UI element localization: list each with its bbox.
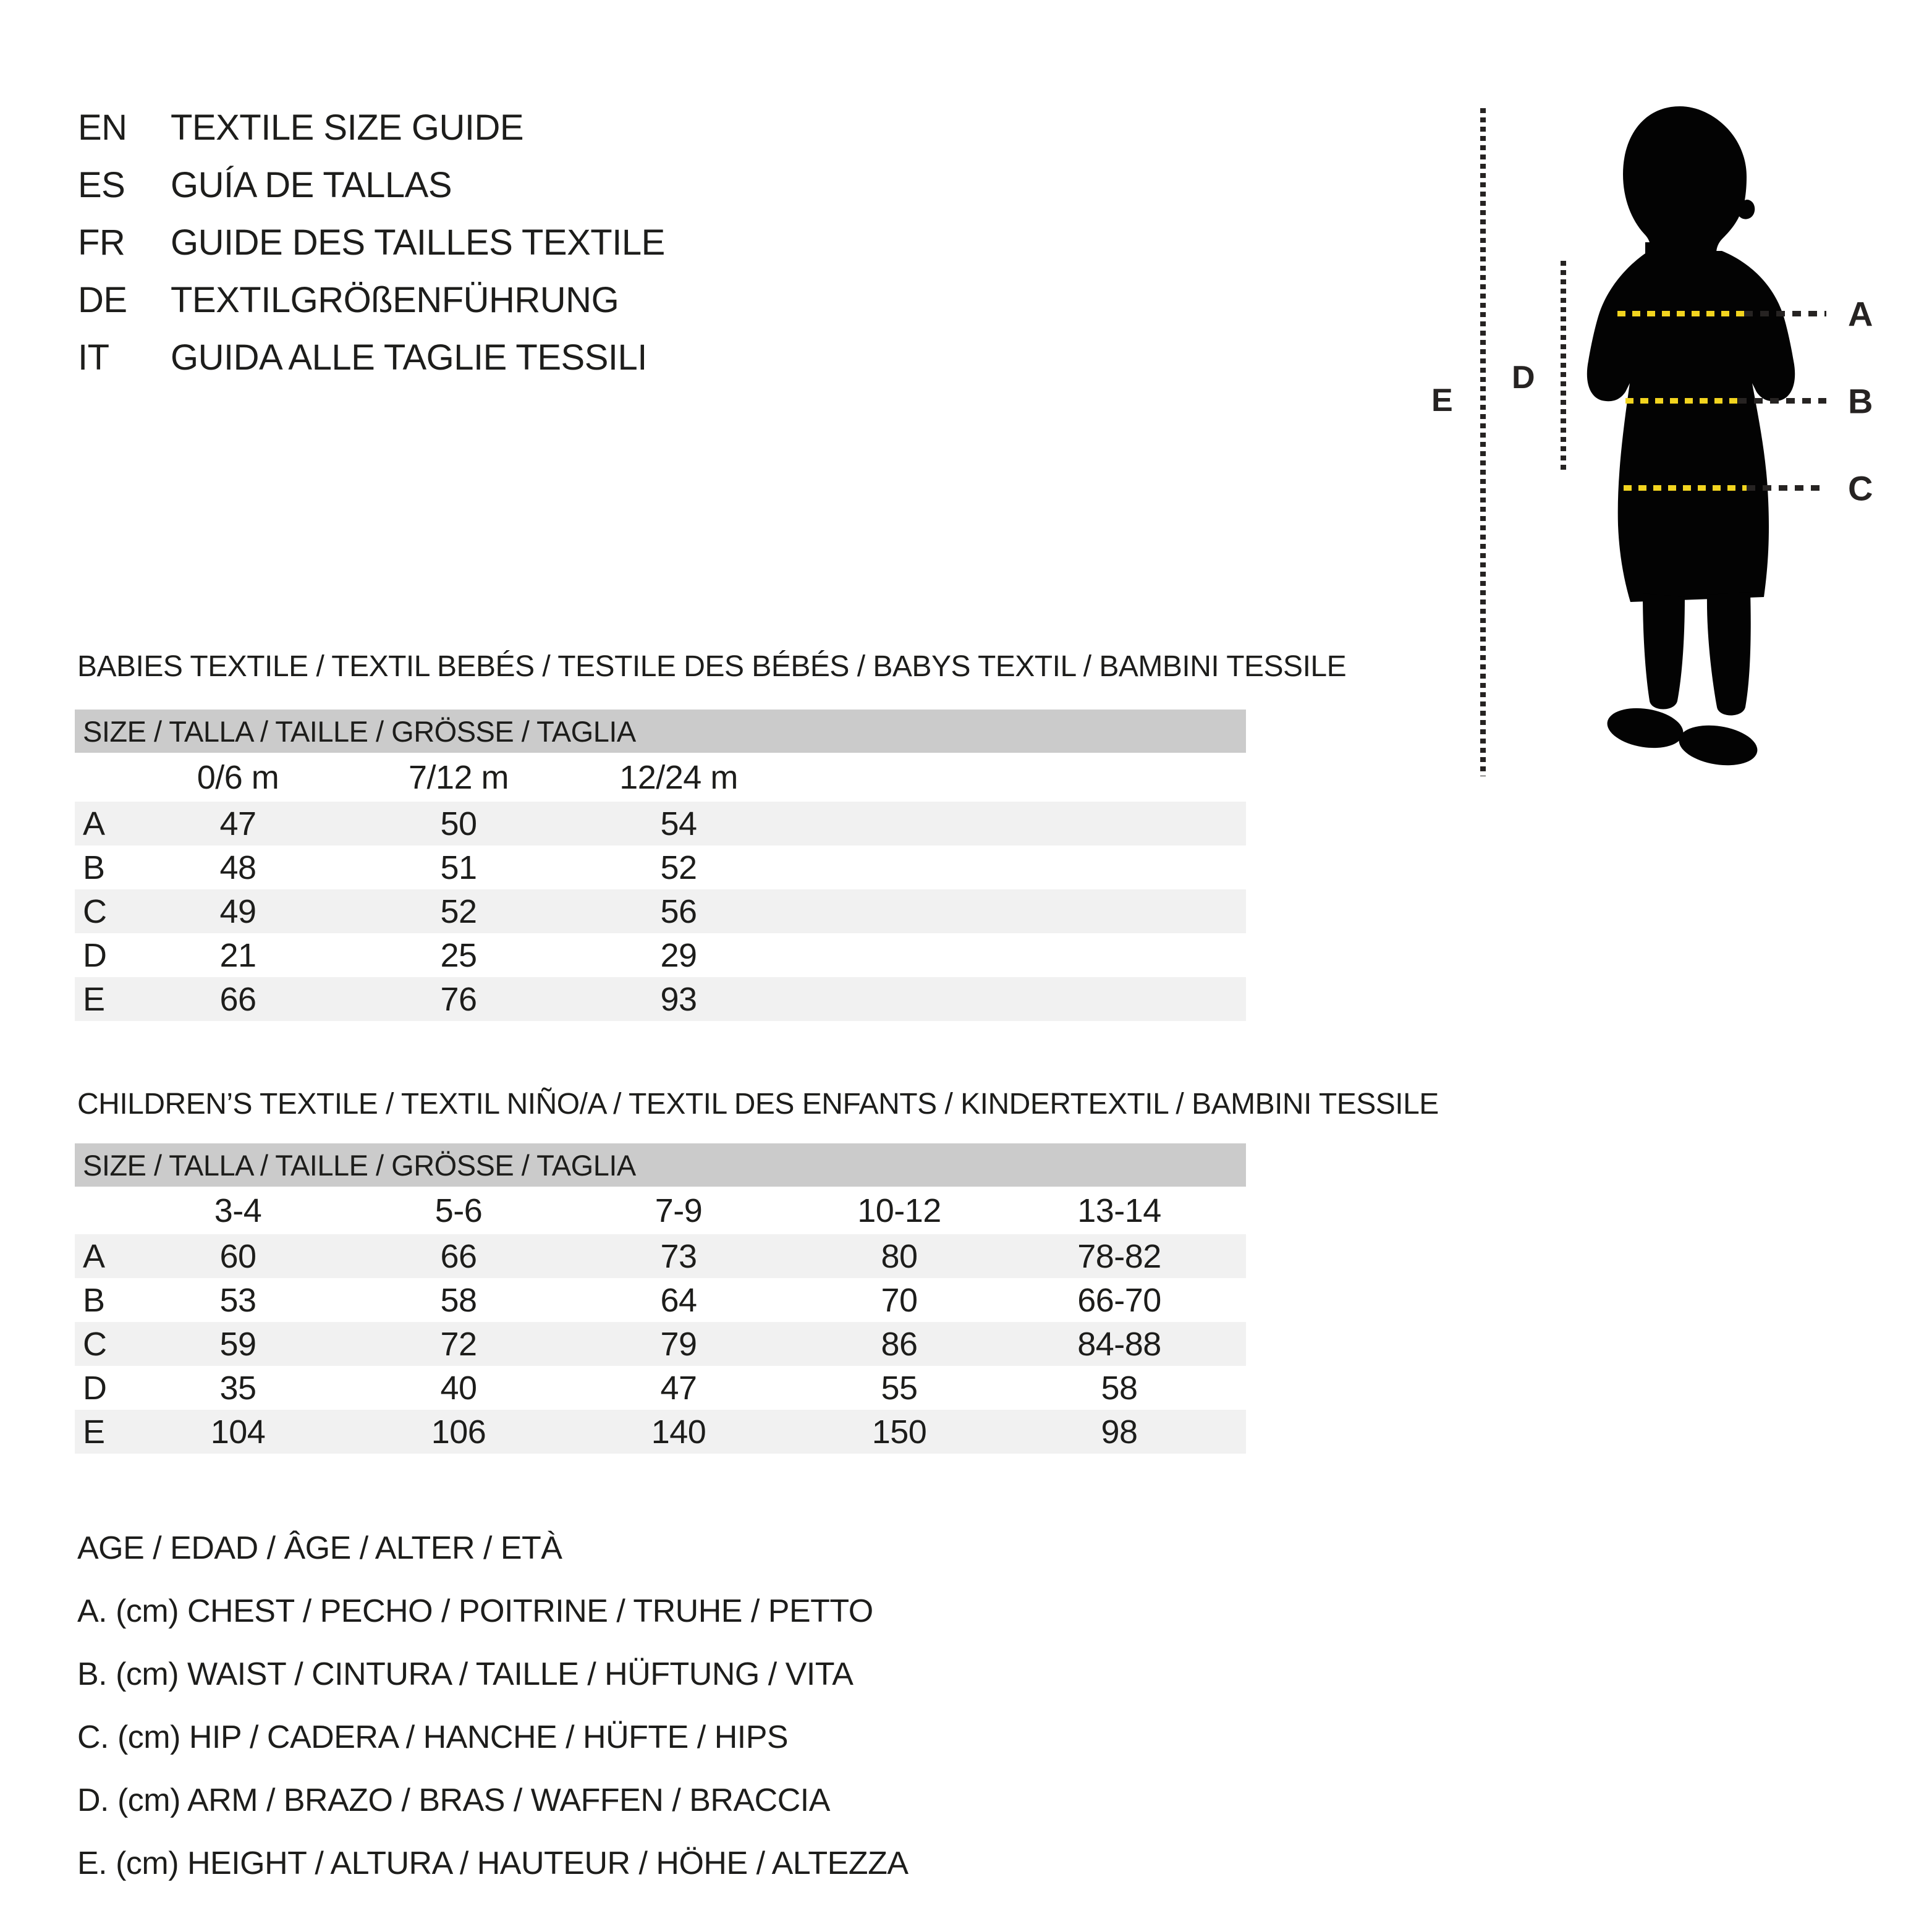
size-value: 55 bbox=[881, 1369, 918, 1407]
column-header: 7/12 m bbox=[408, 758, 509, 796]
column-header: 3-4 bbox=[214, 1192, 262, 1229]
size-value: 106 bbox=[431, 1413, 486, 1451]
babies-section-title: BABIES TEXTILE / TEXTIL BEBÉS / TESTILE DES BÉBÉS / BABYS TEXTIL / BAMBINI TESSILE bbox=[77, 650, 1347, 683]
table-row-D bbox=[75, 933, 1246, 977]
size-header-label: SIZE / TALLA / TAILLE / GRÖSSE / TAGLIA bbox=[83, 1148, 636, 1182]
table-row-A bbox=[75, 802, 1246, 845]
babies-size-table bbox=[75, 710, 1246, 1021]
legend-chest-line: A. (cm) CHEST / PECHO / POITRINE / TRUHE / PETTO bbox=[77, 1593, 873, 1629]
language-row-es bbox=[78, 156, 452, 214]
babies-column-headers bbox=[75, 753, 1246, 802]
size-value: 80 bbox=[881, 1237, 918, 1275]
waist-measure-dash-dark bbox=[1738, 398, 1826, 404]
children-section-title: CHILDREN’S TEXTILE / TEXTIL NIÑO/A / TEXTIL DES ENFANTS / KINDERTEXTIL / BAMBINI TESSILE bbox=[77, 1088, 1439, 1121]
waist-measure-dash-yellow bbox=[1625, 398, 1738, 404]
chest-measure-dash-yellow bbox=[1617, 311, 1744, 316]
measure-label-B: B bbox=[1848, 381, 1873, 421]
guide-title-de: TEXTILGRÖßENFÜHRUNG bbox=[171, 280, 619, 320]
guide-title-en: TEXTILE SIZE GUIDE bbox=[171, 108, 524, 148]
size-value: 52 bbox=[660, 849, 697, 886]
size-value: 56 bbox=[660, 892, 697, 930]
guide-title-es: GUÍA DE TALLAS bbox=[171, 165, 452, 205]
table-row-B bbox=[75, 1278, 1246, 1322]
babies-size-header-bar bbox=[75, 710, 1246, 753]
size-value: 47 bbox=[219, 805, 256, 842]
row-label: E bbox=[83, 1413, 106, 1451]
size-value: 25 bbox=[440, 936, 477, 974]
height-measure-line-E bbox=[1480, 108, 1486, 776]
table-row-A bbox=[75, 1234, 1246, 1278]
language-code: ES bbox=[78, 165, 125, 205]
row-label: A bbox=[83, 1237, 106, 1275]
size-value: 58 bbox=[440, 1281, 477, 1319]
size-value: 50 bbox=[440, 805, 477, 842]
row-label: C bbox=[83, 1325, 107, 1363]
size-value: 78-82 bbox=[1077, 1237, 1161, 1275]
language-row-en bbox=[78, 99, 523, 156]
language-code: IT bbox=[78, 337, 109, 378]
table-row-C bbox=[75, 1322, 1246, 1366]
size-value: 64 bbox=[660, 1281, 697, 1319]
size-value: 60 bbox=[219, 1237, 256, 1275]
size-value: 104 bbox=[210, 1413, 266, 1451]
language-row-it bbox=[78, 329, 647, 386]
size-value: 21 bbox=[219, 936, 256, 974]
table-row-C bbox=[75, 889, 1246, 933]
size-value: 150 bbox=[871, 1413, 927, 1451]
child-silhouette bbox=[1570, 99, 1817, 766]
table-row-B bbox=[75, 845, 1246, 889]
legend-age-line: AGE / EDAD / ÂGE / ALTER / ETÀ bbox=[77, 1530, 562, 1566]
size-value: 49 bbox=[219, 892, 256, 930]
size-value: 73 bbox=[660, 1237, 697, 1275]
legend-arm-line: D. (cm) ARM / BRAZO / BRAS / WAFFEN / BRACCIA bbox=[77, 1782, 830, 1818]
table-row-E bbox=[75, 1410, 1246, 1454]
chest-measure-dash-dark bbox=[1744, 311, 1826, 316]
guide-title-it: GUIDA ALLE TAGLIE TESSILI bbox=[171, 337, 647, 378]
language-row-de bbox=[78, 271, 619, 329]
size-value: 70 bbox=[881, 1281, 918, 1319]
size-value: 76 bbox=[440, 980, 477, 1018]
row-label: E bbox=[83, 980, 106, 1018]
size-value: 47 bbox=[660, 1369, 697, 1407]
column-header: 0/6 m bbox=[197, 758, 279, 796]
size-value: 53 bbox=[219, 1281, 256, 1319]
measure-label-E: E bbox=[1431, 383, 1453, 418]
column-header: 7-9 bbox=[655, 1192, 703, 1229]
hip-measure-dash-dark bbox=[1747, 485, 1826, 491]
measure-label-D: D bbox=[1512, 360, 1535, 396]
children-size-table bbox=[75, 1143, 1246, 1454]
row-label: C bbox=[83, 892, 107, 930]
row-label: A bbox=[83, 805, 106, 842]
row-label: D bbox=[83, 1369, 107, 1407]
size-value: 59 bbox=[219, 1325, 256, 1363]
legend-hip-line: C. (cm) HIP / CADERA / HANCHE / HÜFTE / HIPS bbox=[77, 1719, 789, 1755]
size-header-label: SIZE / TALLA / TAILLE / GRÖSSE / TAGLIA bbox=[83, 714, 636, 748]
size-value: 66 bbox=[440, 1237, 477, 1275]
column-header: 12/24 m bbox=[619, 758, 738, 796]
measure-label-C: C bbox=[1848, 468, 1873, 508]
size-value: 35 bbox=[219, 1369, 256, 1407]
size-value: 51 bbox=[440, 849, 477, 886]
guide-title-fr: GUIDE DES TAILLES TEXTILE bbox=[171, 222, 665, 263]
size-value: 40 bbox=[440, 1369, 477, 1407]
size-value: 52 bbox=[440, 892, 477, 930]
children-size-header-bar bbox=[75, 1143, 1246, 1187]
children-column-headers bbox=[75, 1187, 1246, 1234]
legend-waist-line: B. (cm) WAIST / CINTURA / TAILLE / HÜFTUNG / VITA bbox=[77, 1656, 854, 1692]
size-value: 140 bbox=[651, 1413, 706, 1451]
language-row-fr bbox=[78, 214, 665, 271]
size-value: 84-88 bbox=[1077, 1325, 1161, 1363]
language-code: DE bbox=[78, 280, 127, 320]
size-value: 98 bbox=[1101, 1413, 1138, 1451]
row-label: D bbox=[83, 936, 107, 974]
size-value: 66 bbox=[219, 980, 256, 1018]
column-header: 5-6 bbox=[434, 1192, 483, 1229]
size-value: 66-70 bbox=[1077, 1281, 1161, 1319]
table-row-D bbox=[75, 1366, 1246, 1410]
column-header: 13-14 bbox=[1077, 1192, 1161, 1229]
table-row-E bbox=[75, 977, 1246, 1021]
size-value: 79 bbox=[660, 1325, 697, 1363]
size-value: 93 bbox=[660, 980, 697, 1018]
row-label: B bbox=[83, 849, 106, 886]
arm-measure-line-D bbox=[1561, 261, 1566, 474]
size-value: 29 bbox=[660, 936, 697, 974]
hip-measure-dash-yellow bbox=[1624, 485, 1747, 491]
measure-label-A: A bbox=[1848, 294, 1873, 334]
language-code: EN bbox=[78, 108, 127, 148]
size-value: 58 bbox=[1101, 1369, 1138, 1407]
size-value: 72 bbox=[440, 1325, 477, 1363]
size-value: 48 bbox=[219, 849, 256, 886]
column-header: 10-12 bbox=[857, 1192, 941, 1229]
legend-height-line: E. (cm) HEIGHT / ALTURA / HAUTEUR / HÖHE / ALTEZZA bbox=[77, 1845, 909, 1881]
size-value: 54 bbox=[660, 805, 697, 842]
row-label: B bbox=[83, 1281, 106, 1319]
language-code: FR bbox=[78, 222, 125, 263]
size-value: 86 bbox=[881, 1325, 918, 1363]
